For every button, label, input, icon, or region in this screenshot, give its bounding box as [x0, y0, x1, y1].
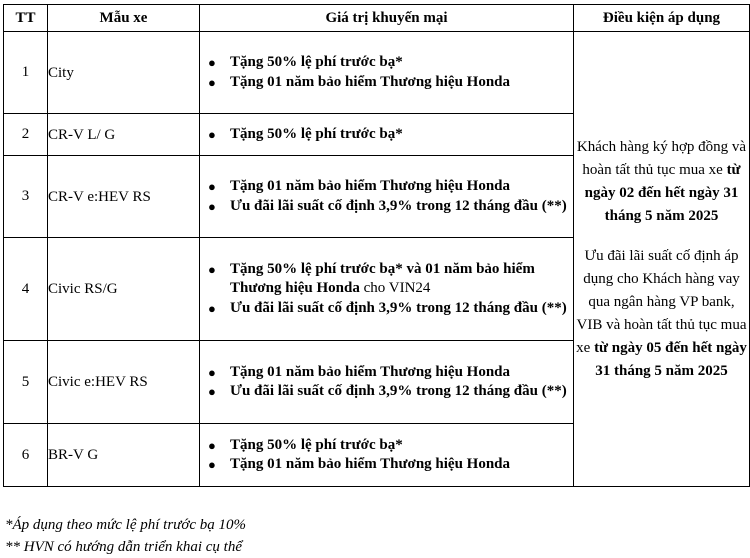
model-name: CR-V e:HEV RS	[48, 156, 200, 238]
bullet-icon: ●	[208, 55, 216, 70]
benefit-item	[200, 125, 573, 145]
benefit-text: Tặng 01 năm bảo hiểm Thương hiệu Honda	[230, 456, 511, 472]
benefit-item	[200, 177, 573, 197]
benefits-cell	[200, 32, 574, 114]
footnote-fee: *Áp dụng theo mức lệ phí trước bạ 10%	[5, 517, 246, 533]
benefit-item	[200, 299, 573, 319]
benefit-text: Ưu đãi lãi suất cố định 3,9% trong 12 tháng đầu (**)	[230, 299, 567, 316]
row-number: 6	[4, 424, 48, 487]
benefit-item	[200, 455, 573, 475]
benefits-cell	[200, 341, 574, 424]
benefit-text: Tặng 50% lệ phí trước bạ* và 01 năm bảo hiểm Thương hiệu Honda	[230, 260, 535, 297]
model-name: Civic RS/G	[48, 238, 200, 341]
conditions-cell	[574, 32, 750, 487]
bullet-icon: ●	[208, 74, 216, 90]
header-model: Mẫu xe	[48, 5, 200, 32]
benefit-suffix: cho VIN24	[359, 280, 431, 297]
model-name: City	[48, 32, 200, 114]
bullet-icon: ●	[208, 364, 216, 380]
benefit-item	[200, 436, 573, 456]
bullet-icon: ●	[208, 384, 216, 399]
row-number: 2	[4, 114, 48, 156]
model-name: BR-V G	[48, 424, 200, 487]
benefit-text: Tặng 01 năm bảo hiểm Thương hiệu Honda	[230, 178, 511, 194]
footnotes	[5, 514, 246, 558]
benefit-text: Tặng 50% lệ phí trước bạ*	[230, 54, 403, 70]
benefits-cell	[200, 424, 574, 487]
condition-loan-text: Ưu đãi lãi suất cố định áp dụng cho Khách hàng vay qua ngân hàng VP bank, VIB và hoàn tất thủ tục mua xe	[576, 247, 747, 356]
benefit-list	[200, 177, 573, 216]
bullet-icon: ●	[208, 300, 216, 316]
header-conditions: Điều kiện áp dụng	[574, 5, 750, 32]
row-number: 1	[4, 32, 48, 114]
header-tt: TT	[4, 5, 48, 32]
condition-loan-dates: từ ngày 05 đến hết ngày 31 tháng 5 năm 2025	[594, 339, 747, 379]
bullet-icon: ●	[208, 126, 216, 142]
benefits-cell	[200, 156, 574, 238]
table-row	[4, 32, 750, 114]
footnote-hvn: ** HVN có hướng dẫn triển khai cụ thể	[5, 539, 242, 555]
header-promo: Giá trị khuyến mại	[200, 5, 574, 32]
condition-general-dates: từ ngày 02 đến hết ngày 31 tháng 5 năm 2025	[584, 161, 741, 224]
row-number: 3	[4, 156, 48, 238]
benefit-text: Tặng 50% lệ phí trước bạ*	[230, 125, 403, 142]
model-name: CR-V L/ G	[48, 114, 200, 156]
row-number: 4	[4, 238, 48, 341]
condition-general	[574, 136, 749, 228]
benefit-item	[200, 363, 573, 383]
benefit-text: Tặng 01 năm bảo hiểm Thương hiệu Honda	[230, 363, 511, 380]
benefit-item	[200, 382, 573, 402]
bullet-icon: ●	[208, 437, 216, 453]
benefit-list	[200, 436, 573, 475]
benefit-text: Ưu đãi lãi suất cố định 3,9% trong 12 tháng đầu (**)	[230, 197, 567, 214]
bullet-icon: ●	[208, 457, 216, 472]
model-name: Civic e:HEV RS	[48, 341, 200, 424]
benefits-cell	[200, 114, 574, 156]
benefit-list	[200, 125, 573, 145]
row-number: 5	[4, 341, 48, 424]
bullet-icon: ●	[208, 261, 216, 277]
promotion-table	[3, 4, 750, 487]
benefit-item	[200, 53, 573, 73]
condition-loan	[574, 245, 749, 383]
header-row	[4, 5, 750, 32]
benefit-item	[200, 73, 573, 93]
benefit-text: Ưu đãi lãi suất cố định 3,9% trong 12 tháng đầu (**)	[230, 383, 567, 399]
bullet-icon: ●	[208, 179, 216, 194]
benefit-item	[200, 197, 573, 217]
benefit-item	[200, 260, 573, 299]
benefit-text: Tặng 50% lệ phí trước bạ*	[230, 436, 403, 453]
benefit-list	[200, 53, 573, 92]
condition-general-text: Khách hàng ký hợp đồng và hoàn tất thủ tục mua xe	[576, 138, 747, 178]
benefits-cell	[200, 238, 574, 341]
benefit-text: Tặng 01 năm bảo hiểm Thương hiệu Honda	[230, 73, 511, 90]
bullet-icon: ●	[208, 198, 216, 214]
benefit-list	[200, 260, 573, 319]
benefit-list	[200, 363, 573, 402]
